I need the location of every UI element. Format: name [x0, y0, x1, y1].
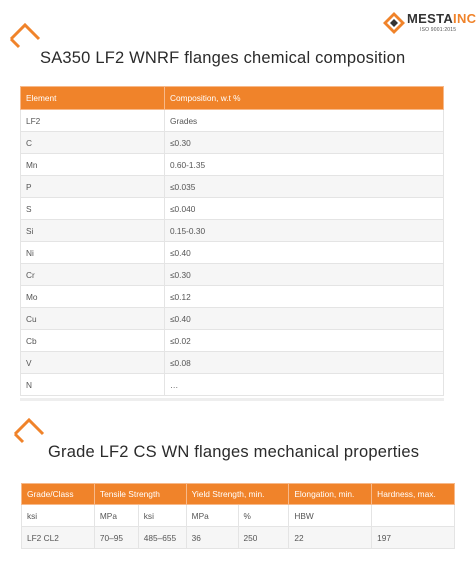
column-header-tensile-strength: Tensile Strength: [94, 484, 186, 505]
unit-cell: ksi: [22, 505, 95, 527]
element-cell: Cr: [21, 264, 165, 286]
composition-cell: …: [165, 374, 444, 396]
element-cell: LF2: [21, 110, 165, 132]
table-row: [21, 220, 444, 242]
composition-cell: 0.15-0.30: [165, 220, 444, 242]
yield-mpa-cell: 250: [238, 527, 289, 549]
unit-cell: MPa: [186, 505, 238, 527]
composition-cell: ≤0.02: [165, 330, 444, 352]
logo-mark-icon: [383, 12, 405, 34]
grade-cell: LF2 CL2: [22, 527, 95, 549]
table-row: [21, 154, 444, 176]
table-row: [21, 110, 444, 132]
section-diamond-icon: [12, 417, 46, 451]
composition-cell: ≤0.40: [165, 242, 444, 264]
mechanical-properties-heading: Grade LF2 CS WN flanges mechanical properties: [48, 443, 420, 461]
logo-brand-a: MESTA: [407, 11, 454, 26]
tensile-mpa-cell: 485–655: [138, 527, 186, 549]
table-header-row: [21, 87, 444, 110]
element-cell: S: [21, 198, 165, 220]
yield-ksi-cell: 36: [186, 527, 238, 549]
composition-cell: Grades: [165, 110, 444, 132]
column-header-composition: Composition, w.t %: [165, 87, 444, 110]
table-row: [21, 308, 444, 330]
composition-cell: ≤0.30: [165, 132, 444, 154]
section-diamond-icon: [8, 22, 42, 56]
element-cell: V: [21, 352, 165, 374]
unit-cell: ksi: [138, 505, 186, 527]
composition-cell: ≤0.035: [165, 176, 444, 198]
column-header-elongation: Elongation, min.: [289, 484, 372, 505]
element-cell: Mo: [21, 286, 165, 308]
composition-cell: 0.60-1.35: [165, 154, 444, 176]
column-header-yield-strength: Yield Strength, min.: [186, 484, 289, 505]
element-cell: N: [21, 374, 165, 396]
chemical-composition-heading: SA350 LF2 WNRF flanges chemical composition: [40, 49, 406, 67]
table-row: [21, 198, 444, 220]
element-cell: C: [21, 132, 165, 154]
table-row: [21, 242, 444, 264]
elongation-cell: 22: [289, 527, 372, 549]
unit-cell: MPa: [94, 505, 138, 527]
tensile-ksi-cell: 70–95: [94, 527, 138, 549]
logo-certification: ISO 9001:2015: [420, 27, 457, 33]
logo-brand-b: INC: [453, 11, 476, 26]
element-cell: Cb: [21, 330, 165, 352]
units-row: [22, 505, 455, 527]
element-cell: Mn: [21, 154, 165, 176]
table-row: [21, 132, 444, 154]
composition-cell: ≤0.12: [165, 286, 444, 308]
column-header-grade-class: Grade/Class: [22, 484, 95, 505]
element-cell: P: [21, 176, 165, 198]
table-header-row: [22, 484, 455, 505]
table-bottom-divider: [20, 398, 444, 401]
table-row: [21, 176, 444, 198]
table-row: [21, 286, 444, 308]
element-cell: Si: [21, 220, 165, 242]
element-cell: Ni: [21, 242, 165, 264]
column-header-hardness: Hardness, max.: [372, 484, 455, 505]
composition-cell: ≤0.040: [165, 198, 444, 220]
table-row: [21, 330, 444, 352]
composition-cell: ≤0.08: [165, 352, 444, 374]
table-row: [21, 352, 444, 374]
composition-cell: ≤0.40: [165, 308, 444, 330]
table-row: [21, 374, 444, 396]
element-cell: Cu: [21, 308, 165, 330]
chemical-composition-table: [20, 86, 444, 396]
logo-wordmark: [407, 11, 476, 26]
composition-cell: ≤0.30: [165, 264, 444, 286]
company-logo: [383, 10, 476, 36]
unit-cell: HBW: [289, 505, 372, 527]
column-header-element: Element: [21, 87, 165, 110]
hardness-cell: 197: [372, 527, 455, 549]
table-row: [21, 264, 444, 286]
mechanical-properties-table: [21, 483, 455, 549]
table-row: [22, 527, 455, 549]
unit-cell: %: [238, 505, 289, 527]
unit-cell: [372, 505, 455, 527]
